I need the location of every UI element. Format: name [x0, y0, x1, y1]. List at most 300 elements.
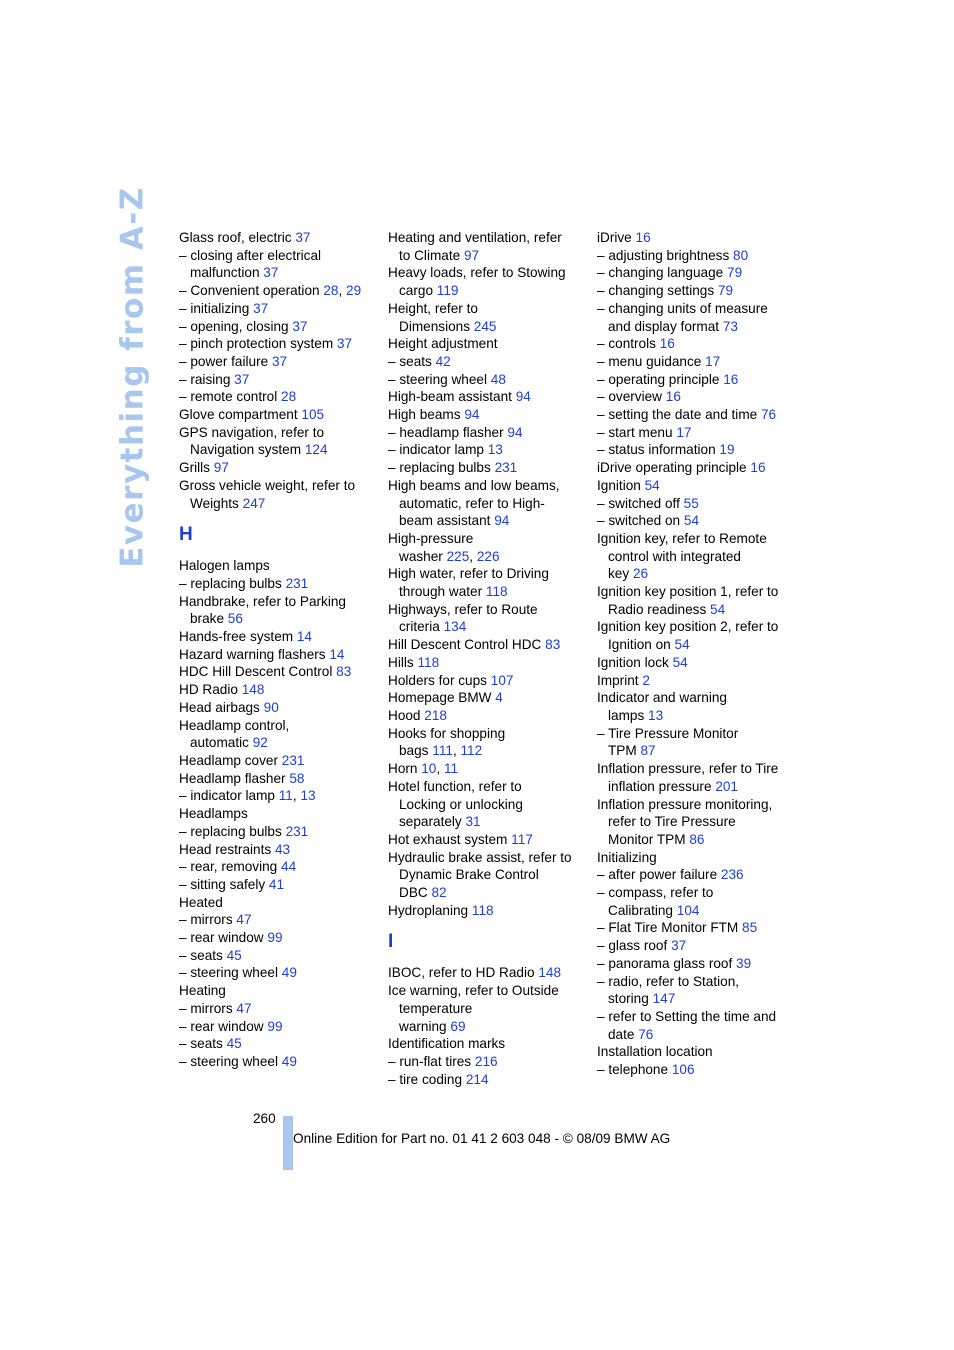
index-entry-term: – changing language	[597, 265, 724, 281]
page-reference-link[interactable]: 201	[715, 778, 738, 794]
index-entry-term: High-pressure washer	[388, 530, 474, 564]
page-reference-link[interactable]: 48	[490, 371, 506, 387]
page-reference-link[interactable]: 245	[473, 318, 497, 334]
page-reference-link[interactable]: 26	[632, 566, 649, 582]
page-reference-link[interactable]: 231	[285, 823, 309, 839]
index-entry: – Convenient operation 28, 29	[179, 283, 362, 299]
side-title-text: Everything from A-Z	[115, 185, 152, 568]
index-entry	[179, 424, 379, 459]
index-entry	[388, 388, 588, 406]
index-entry-term: – Tire Pressure Monitor TPM	[597, 725, 739, 759]
index-entry-term: – seats	[179, 947, 223, 963]
page-reference-link[interactable]: 49	[281, 965, 297, 981]
index-entry-term: Inflation pressure, refer to Tire inflation pressure	[597, 761, 779, 794]
index-entry-term: High-beam assistant	[388, 389, 512, 405]
index-entry-term: – replacing bulbs	[179, 823, 282, 839]
page-reference-link[interactable]: 134	[443, 619, 467, 635]
index-entry	[179, 717, 379, 752]
index-entry-term: – rear window	[179, 1018, 264, 1034]
index-entry-term: Holders for cups	[388, 672, 487, 688]
index-entry-term: Heated	[179, 894, 223, 910]
index-entry-term: Imprint	[597, 672, 639, 688]
page-reference-link[interactable]: 13	[300, 788, 316, 804]
index-entry-term: High water, refer to Driving through water	[388, 566, 549, 600]
index-entry-term: Heavy loads, refer to Stowing cargo	[388, 265, 566, 299]
page-reference-link[interactable]: 16	[635, 230, 651, 245]
index-entry-term: Identification marks	[388, 1036, 506, 1052]
index-entry-term: – controls	[597, 336, 656, 352]
index-entry	[388, 459, 588, 477]
page-reference-link[interactable]: 17	[676, 424, 692, 440]
page-reference-link[interactable]: 124	[304, 442, 328, 458]
index-entry	[388, 831, 588, 849]
page-reference-link[interactable]: 105	[301, 407, 325, 423]
page-reference-link[interactable]: 83	[545, 637, 561, 653]
index-entry	[179, 947, 379, 965]
index-entry-term: HDC Hill Descent Control	[179, 664, 333, 680]
page-reference-link[interactable]: 231	[494, 460, 518, 476]
index-entry	[388, 477, 588, 530]
index-entry	[179, 982, 379, 1000]
page-reference-link[interactable]: 16	[659, 336, 675, 352]
page-reference-link[interactable]: 54	[674, 637, 690, 653]
page-reference-link[interactable]: 218	[424, 707, 447, 723]
index-entry	[179, 388, 379, 406]
index-entry-term: – opening, closing	[179, 318, 289, 334]
page-reference-link[interactable]: 17	[705, 353, 721, 369]
index-entry	[597, 264, 797, 282]
page-reference-link[interactable]: 79	[717, 283, 734, 299]
index-entry	[388, 565, 588, 600]
index-entry-term: – steering wheel	[179, 965, 278, 981]
index-entry	[597, 441, 797, 459]
index-entry	[388, 849, 588, 902]
index-entry	[597, 247, 797, 265]
index-entry-term: – run-flat tires	[388, 1053, 472, 1069]
page-reference-link[interactable]: 43	[274, 841, 291, 857]
page-reference-link[interactable]: 118	[485, 584, 508, 600]
index-entry	[179, 681, 379, 699]
page-reference-link[interactable]: 16	[665, 389, 681, 405]
page-reference-link[interactable]: 49	[281, 1053, 297, 1069]
index-entry	[179, 229, 379, 247]
index-entry	[179, 477, 379, 512]
index-entry-term: Heating	[179, 983, 226, 999]
index-entry-term: Head restraints	[179, 841, 272, 857]
index-entry	[597, 672, 797, 690]
page-reference-link[interactable]: 47	[236, 912, 252, 928]
index-entry-term: – steering wheel	[179, 1053, 278, 1069]
index-entry	[388, 636, 588, 654]
page-reference-link[interactable]: 118	[417, 654, 440, 670]
page-reference-link[interactable]: 4	[495, 690, 503, 706]
page-reference-link[interactable]: 94	[494, 513, 510, 529]
index-entry	[179, 858, 379, 876]
index-entry-term: Hood	[388, 707, 421, 723]
index-entry	[597, 388, 797, 406]
page-reference-link[interactable]: 97	[213, 460, 229, 476]
index-entry-term: GPS navigation, refer to Navigation system	[179, 424, 325, 458]
page-reference-link[interactable]: 79	[727, 265, 743, 281]
page-reference-link[interactable]: 2	[642, 672, 650, 688]
page-reference-link[interactable]: 39	[736, 955, 752, 971]
index-entry-term: Head airbags	[179, 699, 260, 715]
index-entry	[179, 593, 379, 628]
index-entry	[179, 699, 379, 717]
index-entry-term: – changing units of measure and display format	[597, 300, 768, 334]
index-entry-term: Hills	[388, 654, 414, 670]
index-entry-term: – seats	[179, 1036, 223, 1052]
index-entry-term: – changing settings	[597, 283, 715, 299]
index-entry-term: IBOC, refer to HD Radio	[388, 965, 535, 981]
index-entry-term: Headlamp control, automatic	[179, 717, 290, 751]
index-entry	[179, 964, 379, 982]
index-entry-term: – mirrors	[179, 912, 233, 928]
index-entry-term: – Flat Tire Monitor FTM	[597, 920, 739, 936]
index-entry-term: Installation location	[597, 1044, 713, 1060]
index-entry	[179, 300, 379, 318]
page-reference-link[interactable]: 37	[271, 353, 288, 369]
page-reference-link[interactable]: 69	[450, 1018, 466, 1034]
index-entry-term: iDrive operating principle	[597, 460, 747, 476]
index-entry	[388, 964, 588, 982]
index-entry	[597, 229, 797, 247]
index-entry	[179, 894, 379, 912]
page-reference-link[interactable]: 92	[252, 735, 268, 751]
index-entry	[179, 1035, 379, 1053]
index-entry-term: – glass roof	[597, 938, 668, 954]
index-entry	[388, 441, 588, 459]
index-entry-term: Headlamp cover	[179, 752, 278, 768]
index-entry	[597, 300, 797, 335]
index-entry	[388, 229, 588, 264]
index-entry-term: Hotel function, refer to Locking or unlocking separately	[388, 778, 523, 830]
index-entry-term: – replacing bulbs	[388, 460, 491, 476]
page-reference-link[interactable]: 231	[285, 575, 309, 591]
index-entry	[388, 1053, 588, 1071]
page-reference-link[interactable]: 56	[227, 611, 243, 627]
index-entry-term: Heating and ventilation, refer to Climate	[388, 230, 562, 263]
index-entry-term: Horn	[388, 761, 418, 777]
index-entry	[388, 371, 588, 389]
index-entry-term: Halogen lamps	[179, 558, 270, 574]
index-entry-term: – radio, refer to Station, storing	[597, 973, 740, 1007]
index-entry	[179, 1053, 379, 1071]
index-entry	[388, 982, 588, 1035]
index-entry-term: – compass, refer to Calibrating	[597, 885, 714, 918]
index-entry-term: – switched off	[597, 495, 680, 511]
index-entry	[597, 335, 797, 353]
index-entry	[597, 371, 797, 389]
page-reference-link[interactable]: 11	[443, 761, 459, 777]
page-reference-link[interactable]: 148	[538, 965, 562, 981]
index-entry-term: Glove compartment	[179, 407, 298, 423]
index-entry-term: – seats	[388, 353, 432, 369]
page-reference-link[interactable]: 73	[722, 318, 738, 334]
index-entry	[179, 247, 379, 282]
index-entry	[179, 805, 379, 823]
index-entry	[179, 929, 379, 947]
page-reference-link[interactable]: 44	[281, 859, 297, 875]
index-entry	[388, 654, 588, 672]
index-entry	[179, 371, 379, 389]
index-entry-term: Ignition lock	[597, 654, 669, 670]
index-entry	[179, 1000, 379, 1018]
page-reference-link[interactable]: 94	[464, 407, 480, 423]
index-entry-term: Hydroplaning	[388, 902, 469, 918]
index-entry-term: Hydraulic brake assist, refer to Dynamic Brake Control DBC	[388, 849, 572, 901]
page-reference-link[interactable]: 87	[640, 743, 656, 759]
page-reference-link[interactable]: 37	[295, 230, 311, 245]
page-reference-link[interactable]: 10	[421, 761, 437, 777]
index-entry	[388, 264, 588, 299]
page-reference-link[interactable]: 94	[507, 424, 523, 440]
page-reference-link[interactable]: 247	[242, 495, 266, 511]
page-reference-link[interactable]: 37	[292, 318, 308, 334]
index-entry-term: Height adjustment	[388, 336, 498, 352]
page-reference-link[interactable]: 94	[515, 389, 531, 405]
page-reference-link[interactable]: 99	[267, 930, 283, 946]
page-reference-link[interactable]: 29	[346, 283, 362, 299]
index-entry	[179, 770, 379, 788]
index-entry-term: – telephone	[597, 1062, 669, 1078]
page-reference-link[interactable]: 54	[644, 477, 660, 493]
page-reference-link[interactable]: 106	[671, 1062, 695, 1078]
page-reference-link[interactable]: 11	[278, 788, 293, 804]
index-entry-term: Inflation pressure monitoring, refer to Tire Pressure Monitor TPM	[597, 796, 773, 847]
page-reference-link[interactable]: 28	[323, 283, 339, 299]
index-entry-term: – headlamp flasher	[388, 424, 504, 440]
index-entry-term: – adjusting brightness	[597, 247, 730, 263]
page-reference-link[interactable]: 58	[289, 770, 305, 786]
index-entry-term: Indicator and warning lamps	[597, 690, 727, 723]
page-reference-link[interactable]: 226	[476, 548, 500, 564]
index-entry-term: – sitting safely	[179, 876, 266, 892]
index-entry-term: – closing after electrical malfunction	[179, 247, 322, 281]
page-reference-link[interactable]: 119	[436, 283, 459, 299]
page-reference-link[interactable]: 54	[710, 601, 726, 617]
page-reference-link[interactable]: 16	[723, 371, 739, 387]
page-reference-link[interactable]: 47	[236, 1000, 252, 1016]
page-reference-link[interactable]: 13	[487, 442, 503, 458]
index-entry-term: – rear window	[179, 930, 264, 946]
page-reference-link[interactable]: 76	[761, 407, 777, 423]
index-entry-term: – Convenient operation	[179, 283, 320, 299]
index-entry-term: Ignition key position 1, refer to Radio readiness	[597, 584, 779, 617]
index-entry	[179, 575, 379, 593]
index-entry-term: Hill Descent Control HDC	[388, 637, 542, 653]
index-entry-term: – mirrors	[179, 1000, 233, 1016]
index-entry	[388, 689, 588, 707]
page-reference-link[interactable]: 216	[474, 1053, 498, 1069]
side-title	[112, 185, 154, 568]
page-reference-link[interactable]: 31	[465, 814, 481, 830]
index-entry	[388, 672, 588, 690]
index-entry-term: Hazard warning flashers	[179, 646, 326, 662]
page-reference-link[interactable]: 41	[268, 876, 285, 892]
index-entry-term: Ignition key position 2, refer to Ignition on	[597, 619, 779, 653]
index-entry-term: Glass roof, electric	[179, 230, 292, 245]
page-reference-link[interactable]: 45	[226, 947, 242, 963]
index-column-1	[179, 229, 379, 1071]
index-entry-term: Ignition key, refer to Remote control with integrated key	[597, 530, 767, 582]
index-entry-term: Highways, refer to Route criteria	[388, 601, 538, 635]
page-reference-link[interactable]: 111	[432, 743, 453, 759]
index-entry	[179, 663, 379, 681]
index-entry-term: – raising	[179, 371, 231, 387]
page-reference-link[interactable]: 80	[733, 247, 749, 263]
page-reference-link[interactable]: 37	[253, 300, 269, 316]
index-entry	[179, 876, 379, 894]
index-entry	[179, 628, 379, 646]
index-entry-term: Hands-free system	[179, 629, 294, 645]
index-entry	[179, 841, 379, 859]
index-entry: – indicator lamp 11, 13	[179, 788, 316, 804]
footer-bar	[283, 1116, 293, 1170]
index-entry-term: – initializing	[179, 300, 250, 316]
index-entry-term: – tire coding	[388, 1071, 463, 1087]
page-reference-link[interactable]: 97	[463, 247, 480, 263]
index-entry	[179, 353, 379, 371]
index-letter-heading: I	[388, 931, 394, 953]
page-reference-link[interactable]: 37	[336, 336, 353, 352]
index-entry-term: Hot exhaust system	[388, 831, 508, 847]
index-entry	[179, 1018, 379, 1036]
page-reference-link[interactable]: 99	[267, 1018, 283, 1034]
index-entry	[597, 654, 797, 672]
index-entry-term: Homepage BMW	[388, 690, 492, 706]
index-entry	[388, 353, 588, 371]
page-reference-link[interactable]: 14	[329, 646, 345, 662]
page-reference-link[interactable]: 45	[226, 1036, 242, 1052]
page-reference-link[interactable]: 54	[672, 654, 688, 670]
index-entry	[597, 866, 797, 884]
page-reference-link[interactable]: 37	[263, 265, 279, 281]
index-entry	[597, 459, 797, 477]
index-entry	[179, 318, 379, 336]
index-entry-term: HD Radio	[179, 682, 238, 698]
index-entry-term: – after power failure	[597, 867, 718, 883]
index-entry	[597, 760, 797, 795]
index-entry	[597, 1061, 797, 1079]
page-reference-link[interactable]: 90	[263, 699, 279, 715]
index-entry	[388, 601, 588, 636]
index-entry	[179, 557, 379, 575]
index-entry: High-pressure washer 225, 226	[388, 530, 500, 564]
page-reference-link[interactable]: 37	[234, 371, 250, 387]
index-entry-term: – status information	[597, 442, 716, 458]
index-entry-term: – power failure	[179, 353, 269, 369]
page-number: 260	[253, 1111, 276, 1126]
index-entry	[597, 689, 797, 724]
page-reference-link[interactable]: 148	[241, 682, 265, 698]
index-entry	[388, 406, 588, 424]
page-reference-link[interactable]: 118	[471, 902, 494, 918]
page-reference-link[interactable]: 104	[676, 902, 700, 918]
index-entry	[597, 919, 797, 937]
page-reference-link[interactable]: 83	[336, 664, 352, 680]
index-column-2	[388, 229, 588, 1088]
index-entry-term: Grills	[179, 460, 210, 476]
index-letter-heading: H	[179, 524, 193, 546]
index-entry-term: – remote control	[179, 389, 278, 405]
index-entry-term: – start menu	[597, 424, 673, 440]
index-entry-term: Headlamps	[179, 806, 248, 822]
index-entry-term: – operating principle	[597, 371, 720, 387]
index-entry-term: Ice warning, refer to Outside temperature warning	[388, 983, 559, 1034]
index-entry	[597, 618, 797, 653]
page-reference-link[interactable]: 86	[689, 831, 705, 847]
index-entry	[388, 424, 588, 442]
page-reference-link[interactable]: 54	[683, 513, 700, 529]
page-reference-link[interactable]: 117	[511, 831, 533, 847]
page-reference-link[interactable]: 214	[465, 1071, 489, 1087]
index-entry: Horn 10, 11	[388, 761, 459, 777]
index-entry	[388, 335, 588, 353]
index-entry-term: High beams and low beams, automatic, refer to High- beam assistant	[388, 477, 560, 529]
page-reference-link[interactable]: 37	[671, 938, 687, 954]
index-entry	[388, 902, 588, 920]
page-reference-link[interactable]: 147	[652, 991, 676, 1007]
page-reference-link[interactable]: 85	[742, 920, 758, 936]
index-entry	[597, 796, 797, 849]
index-entry-term: – replacing bulbs	[179, 575, 282, 591]
page-reference-link[interactable]: 42	[435, 353, 451, 369]
index-entry	[179, 646, 379, 664]
index-entry-term: Ignition	[597, 477, 641, 493]
page-reference-link[interactable]: 16	[750, 460, 766, 476]
page-reference-link[interactable]: 231	[281, 752, 305, 768]
index-entry	[597, 884, 797, 919]
page-reference-link[interactable]: 28	[281, 389, 297, 405]
page-reference-link[interactable]: 82	[431, 885, 447, 901]
index-entry-term: – rear, removing	[179, 859, 278, 875]
index-entry	[597, 1008, 797, 1043]
index-entry	[597, 583, 797, 618]
index-entry	[388, 300, 588, 335]
index-entry-term: Handbrake, refer to Parking brake	[179, 593, 346, 627]
index-entry	[179, 911, 379, 929]
index-entry-term: Headlamp flasher	[179, 770, 286, 786]
index-entry	[597, 955, 797, 973]
index-entry-term: Height, refer to Dimensions	[388, 300, 478, 334]
index-entry-term: Initializing	[597, 849, 657, 865]
index-entry	[597, 1043, 797, 1061]
page-reference-link[interactable]: 76	[638, 1026, 654, 1042]
index-entry	[179, 406, 379, 424]
index-entry-term: High beams	[388, 407, 461, 423]
page-reference-link[interactable]: 19	[719, 442, 735, 458]
page-reference-link[interactable]: 107	[490, 672, 514, 688]
page-reference-link[interactable]: 236	[720, 867, 744, 883]
index-entry-term: – switched on	[597, 513, 681, 529]
index-entry	[179, 823, 379, 841]
index-entry-term: Hooks for shopping bags	[388, 725, 506, 759]
index-entry	[179, 752, 379, 770]
index-entry	[597, 512, 797, 530]
page-reference-link[interactable]: 55	[683, 495, 699, 511]
page-reference-link[interactable]: 225	[446, 548, 470, 564]
page-reference-link[interactable]: 14	[296, 629, 312, 645]
index-entry	[597, 937, 797, 955]
index-entry-term: – setting the date and time	[597, 407, 758, 423]
page-reference-link[interactable]: 112	[460, 743, 483, 759]
index-entry-term: – refer to Setting the time and date	[597, 1008, 777, 1042]
page-reference-link[interactable]: 13	[648, 707, 664, 723]
index-entry	[388, 1071, 588, 1089]
index-entry	[597, 282, 797, 300]
index-entry	[597, 849, 797, 867]
